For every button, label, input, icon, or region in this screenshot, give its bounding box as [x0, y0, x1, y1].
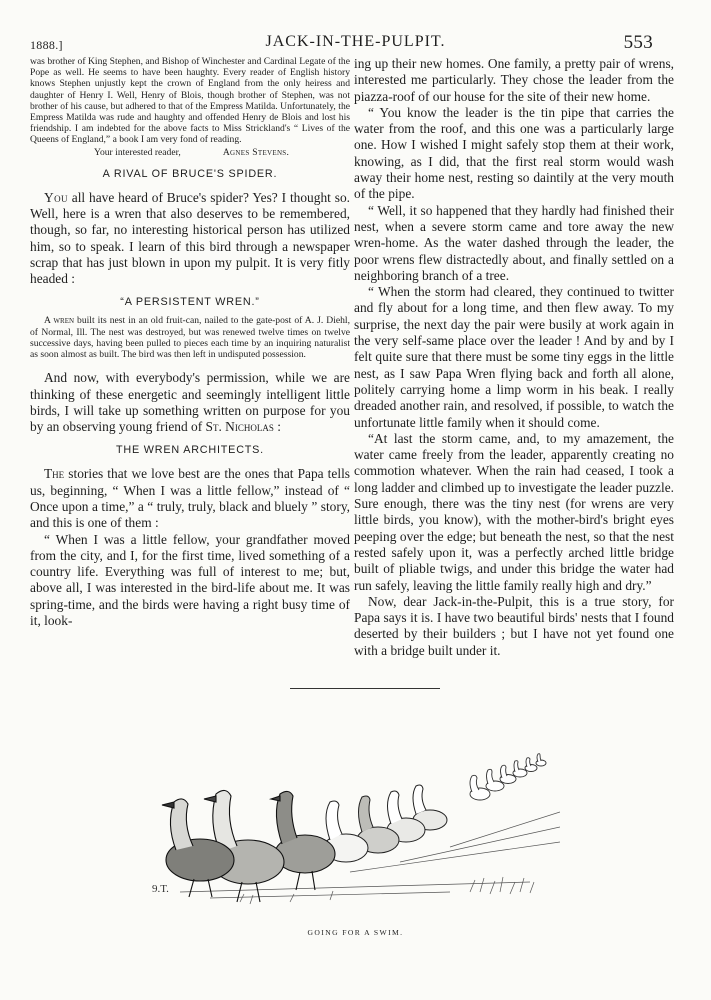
page-number: 553	[623, 32, 653, 53]
letter-text: was brother of King Stephen, and Bishop of Winchester and Cardinal Legate of the Pope as well. He seems to have been haughty. Every reader of English history knows Stephen unjustly kept the crown of England from the only heiress and daughter of Henry I. Well, Henry of Blois, though brother of Stephen, was not brother of his cause, but adhered to that of the Empress Matilda. Unfortunately, the Empress Matilda was rude and haughty and offended Henry de Blois and lost his friendship. I am indebted for the above facts to Miss Strickland's “ Lives of the Queens of England,” a book I am very fond of reading.	[30, 56, 350, 146]
section-heading-bruces-spider: A RIVAL OF BRUCE'S SPIDER.	[102, 167, 278, 180]
intro-paragraph-text: all have heard of Bruce's spider? Yes? I thought so. Well, here is a wren that also deserves to be remembered, though, so far, no interesting historical person has utilized him, so to speak. I learn of this bird through a newspaper scrap that has just blown in upon my pulpit. It is very fitly headed :	[30, 189, 350, 287]
story-paragraph-2: “ When I was a little fellow, your grandfather moved from the city, and I, for the first time, lived something of a country life. Everything was full of interest to me; but, above all, I was interested in the bird-life about me. It was spring-time, and the birds were having a right busy time of it, look-	[30, 531, 350, 629]
running-title: JACK-IN-THE-PULPIT.	[265, 33, 446, 50]
transition-paragraph	[30, 370, 350, 435]
letter-closing: Your interested reader,	[94, 146, 181, 158]
issue-year: 1888.]	[30, 38, 63, 52]
clipping-text: built its nest in an old fruit-can, nailed to the gate-post of A. J. Diehl, of Normal, Ill. The nest was destroyed, but was renewed twelve times on twelve successive days, having been pulled to pieces each time by an inquiring naturalist as soon almost as built. The bird was then left in undisputed possession.	[30, 315, 350, 361]
section-divider	[290, 688, 440, 689]
drop-word: You	[44, 189, 68, 205]
section-heading-wren-architects: THE WREN ARCHITECTS.	[116, 444, 264, 457]
geese-illustration	[150, 742, 560, 912]
right-paragraph-5: “At last the storm came, and, to my amazement, the water came freely from the leader, apparently creating no commotion whatever. When the rain had ceased, I took a long ladder and climbed up to investigate the leader puzzle. Sure enough, there was the tiny nest (for wrens are very little birds, you know), with the mother-bird's bright eyes peeping over the edge; but beneath the nest, so that the nest rested safely upon it, was a perfectly arched little bridge built of pliable twigs, and under this bridge the water had run safely, leaving the little family really high and dry.”	[354, 430, 674, 593]
letter-signature-line	[30, 147, 350, 159]
newspaper-clipping	[30, 315, 350, 360]
intro-paragraph	[30, 190, 350, 288]
right-paragraph-6: Now, dear Jack-in-the-Pulpit, this is a true story, for Papa says it is. I have two beautiful birds' nests that I found deserted by their builders ; but I have not yet found one with a bridge built under it.	[354, 593, 674, 658]
goose-far-6	[536, 754, 546, 766]
goose-front-1	[271, 791, 335, 890]
right-paragraph-3: “ Well, it so happened that they hardly had finished their nest, when a severe storm came and tore away the new wren-home. As the water dashed through the leader, the poor wrens flew distractedly about, and finally settled on a neighboring branch of a tree.	[354, 202, 674, 283]
story-paragraph-1	[30, 466, 350, 531]
transition-text: And now, with everybody's permission, while we are thinking of these energetic and seemingly intelligent little birds, I will take up something written on purpose for you by an observing young friend of	[30, 370, 350, 435]
artist-monogram: 9.T.	[152, 883, 169, 895]
story-drop-word: The	[44, 466, 65, 482]
clipping-lead: A wren	[44, 315, 75, 327]
left-column	[30, 56, 350, 629]
letter-signature: Agnes Stevens.	[222, 146, 290, 158]
story-paragraph-1-text: stories that we love best are the ones that Papa tells us, beginning, “ When I was a little fellow,” instead of “ Once upon a time,” a “ truly, truly, black and bluely ” story, and this is one of them :	[30, 466, 350, 531]
right-paragraph-4: “ When the storm had cleared, they continued to twitter and fly about for a long time, and then flew away. To my surprise, the next day the pair were busily at work again in the very self-same place over the leader ! And by and by I felt quite sure that there must be some tiny eggs in the little nest, as I saw Papa Wren flying back and forth all alone, politely carrying home a limp worm in his beak. I really dreaded another rain, and resolved, if possible, to watch the unfortunate little family when it should come.	[354, 284, 674, 430]
right-paragraph-2: “ You know the leader is the tin pipe that carries the water from the roof, and this one was a particularly large one. How I wished I might safely stop them at their work, knowing, as I did, that the first real storm would wash away their home nest, resting so daintily at the very mouth of the pipe.	[354, 104, 674, 202]
goose-far-5	[525, 758, 537, 772]
magazine-name: St. Nicholas	[205, 419, 274, 435]
right-column	[354, 56, 674, 659]
subheading-persistent-wren: “A PERSISTENT WREN.”	[120, 296, 260, 309]
illustration-caption: GOING FOR A SWIM.	[307, 928, 404, 937]
transition-end: :	[273, 419, 281, 435]
right-paragraph-1: ing up their new homes. One family, a pretty pair of wrens, interested me particularly. They chose the leader from the piazza-roof of our house for the site of their new home.	[354, 56, 674, 104]
